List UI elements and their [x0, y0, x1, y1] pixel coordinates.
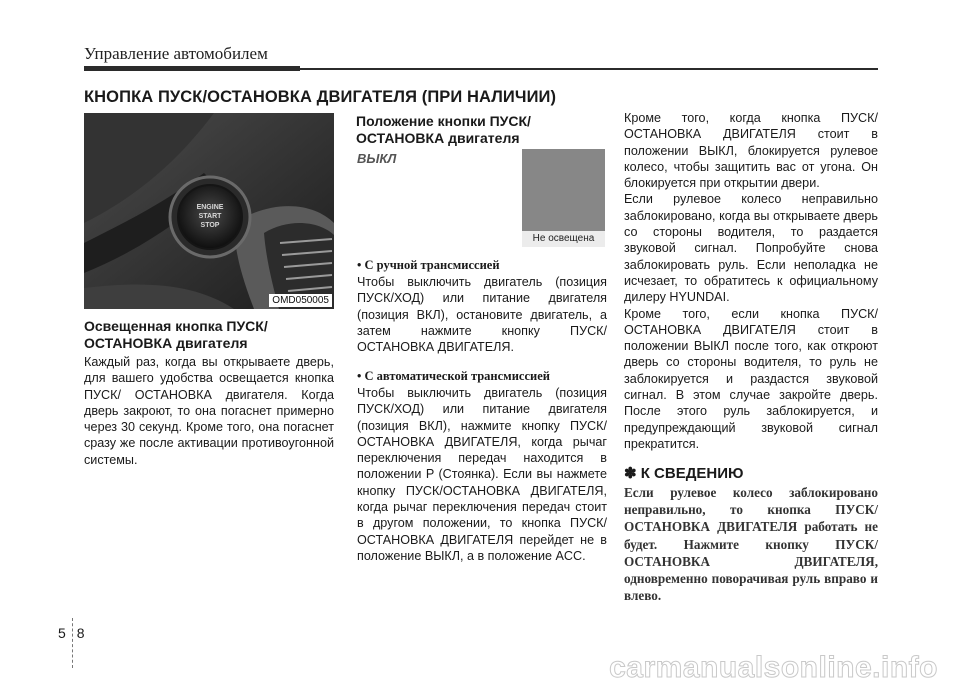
not-lit-caption: Не освещена: [522, 231, 605, 247]
watermark: carmanualsonline.info: [609, 651, 938, 684]
manual-transmission-heading: • С ручной трансмиссией: [357, 258, 500, 272]
steering-lock-para-2: Если рулевое колесо неправильно заблокировано, когда вы открываете дверь со стороны водителя, то раздается звуковой сигнал. Попробуйте снова заблокировать руль. Если неполадка не исчезает, то обратитесь к официальному дилеру HYUNDAI.: [624, 192, 878, 305]
button-label-line-3: STOP: [200, 222, 220, 229]
not-lit-indicator: [522, 149, 605, 231]
button-label-line-2: START: [198, 213, 222, 220]
engine-button-photo: [84, 113, 334, 309]
mode-off-label: ВЫКЛ: [357, 151, 397, 166]
page-title: КНОПКА ПУСК/ОСТАНОВКА ДВИГАТЕЛЯ (ПРИ НАЛИЧИИ): [84, 88, 557, 106]
info-note-heading: ✽ К СВЕДЕНИЮ: [624, 465, 744, 482]
header-rule-thick: [84, 66, 300, 71]
lit-button-text: Каждый раз, когда вы открываете дверь, для вашего удобства освещается кнопка ПУСК/ ОСТАНОВКА двигателя. Когда дверь закроют, то она погаснет примерно через 30 секунд. Кроме того, она погаснет сразу же после активации противоугонной системы.: [84, 355, 334, 467]
dashboard-illustration: [84, 113, 334, 309]
button-position-heading: Положение кнопки ПУСК/ ОСТАНОВКА двигателя: [356, 113, 531, 146]
button-label-line-1: ENGINE: [196, 204, 224, 211]
steering-lock-para-3: Кроме того, если кнопка ПУСК/ОСТАНОВКА ДВИГАТЕЛЯ стоит в положении ВЫКЛ после того, как откроют дверь со стороны водителя, то руль не заблокируется и раздастся звуковой сигнал. В этом случае закройте дверь. После этого руль заблокируется, и предупреждающий звуковой сигнал прекратится.: [624, 306, 878, 451]
info-note-text: Если рулевое колесо заблокировано неправильно, то кнопка ПУСК/ОСТАНОВКА ДВИГАТЕЛЯ работать не будет. Нажмите кнопку ПУСК/ОСТАНОВКА ДВИГАТЕЛЯ, одновременно поворачивая руль вправо и влево.: [624, 485, 878, 604]
manual-transmission-text: Чтобы выключить двигатель (позиция ПУСК/ХОД) или питание двигателя (позиция ВКЛ), остановите двигатель, а затем нажмите кнопку ПУСК/ ОСТАНОВКА ДВИГАТЕЛЯ.: [357, 275, 607, 355]
page-number: 58: [58, 625, 96, 641]
lit-button-heading: Освещенная кнопка ПУСК/ ОСТАНОВКА двигателя: [84, 318, 268, 351]
automatic-transmission-heading: • С автоматической трансмиссией: [357, 369, 550, 383]
section-header: Управление автомобилем: [84, 44, 268, 63]
automatic-transmission-text: Чтобы выключить двигатель (позиция ПУСК/ХОД) или питание двигателя (позиция ВКЛ), нажмите кнопку ПУСК/ОСТАНОВКА ДВИГАТЕЛЯ, когда рычаг переключения передач находится в положении P (Стоянка). Если вы нажмете кнопку ПУСК/ОСТАНОВКА ДВИГАТЕЛЯ, когда рычаг переключения передач стоит в другом положении, то кнопка ПУСК/ОСТАНОВКА ДВИГАТЕЛЯ перейдет не в положение ВЫКЛ, а в положение ACC.: [357, 386, 607, 563]
photo-caption: OMD050005: [269, 294, 332, 307]
steering-lock-text: [624, 110, 878, 452]
steering-lock-para-1: Кроме того, когда кнопка ПУСК/ОСТАНОВКА ДВИГАТЕЛЯ стоит в положении ВЫКЛ, блокируется рулевое колесо, чтобы защитить вас от угона. Он блокируется при открытии двери.: [624, 111, 878, 191]
header-rule-thin: [300, 68, 878, 70]
